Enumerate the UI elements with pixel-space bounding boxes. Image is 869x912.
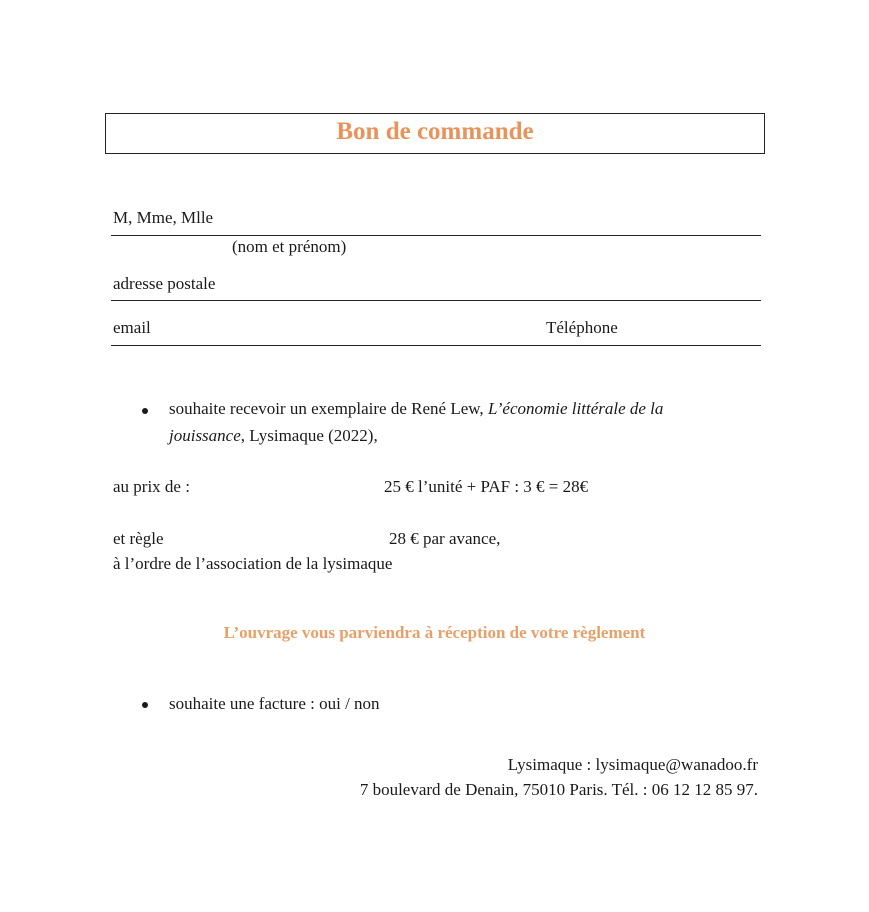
- page-title: Bon de commande: [336, 118, 534, 145]
- price-label: au prix de :: [113, 477, 190, 496]
- title-box: [105, 113, 765, 154]
- order-text-line2: [169, 426, 378, 446]
- bullet-icon: [142, 408, 148, 414]
- book-title-part1: L’économie littérale de la: [487, 399, 664, 418]
- payment-value: 28 € par avance,: [389, 529, 501, 548]
- payment-order: à l’ordre de l’association de la lysimaque: [113, 554, 393, 573]
- address-label: adresse postale: [113, 274, 216, 293]
- email-phone-field-line[interactable]: [111, 345, 761, 346]
- civility-label: M, Mme, Mlle: [113, 208, 214, 227]
- phone-label: Téléphone: [546, 318, 618, 337]
- name-field-line[interactable]: [111, 235, 761, 236]
- book-title-part2: jouissance: [169, 426, 241, 445]
- payment-label: et règle: [113, 529, 164, 548]
- address-field-line[interactable]: [111, 300, 761, 301]
- delivery-note: L’ouvrage vous parviendra à réception de votre règlement: [223, 623, 646, 642]
- footer-address: 7 boulevard de Denain, 75010 Paris. Tél. : 06 12 12 85 97.: [359, 780, 758, 799]
- publisher-suffix: , Lysimaque (2022),: [240, 426, 378, 445]
- invoice-label: souhaite une facture : oui / non: [169, 694, 380, 713]
- bullet-icon: [142, 702, 148, 708]
- email-label: email: [113, 318, 151, 337]
- order-text-line1: [169, 399, 663, 419]
- name-hint: (nom et prénom): [232, 237, 347, 256]
- price-value: 25 € l’unité + PAF : 3 € = 28€: [384, 477, 589, 496]
- footer-contact: Lysimaque : lysimaque@wanadoo.fr: [507, 755, 758, 774]
- order-wish-prefix: souhaite recevoir un exemplaire de René Lew,: [169, 399, 488, 418]
